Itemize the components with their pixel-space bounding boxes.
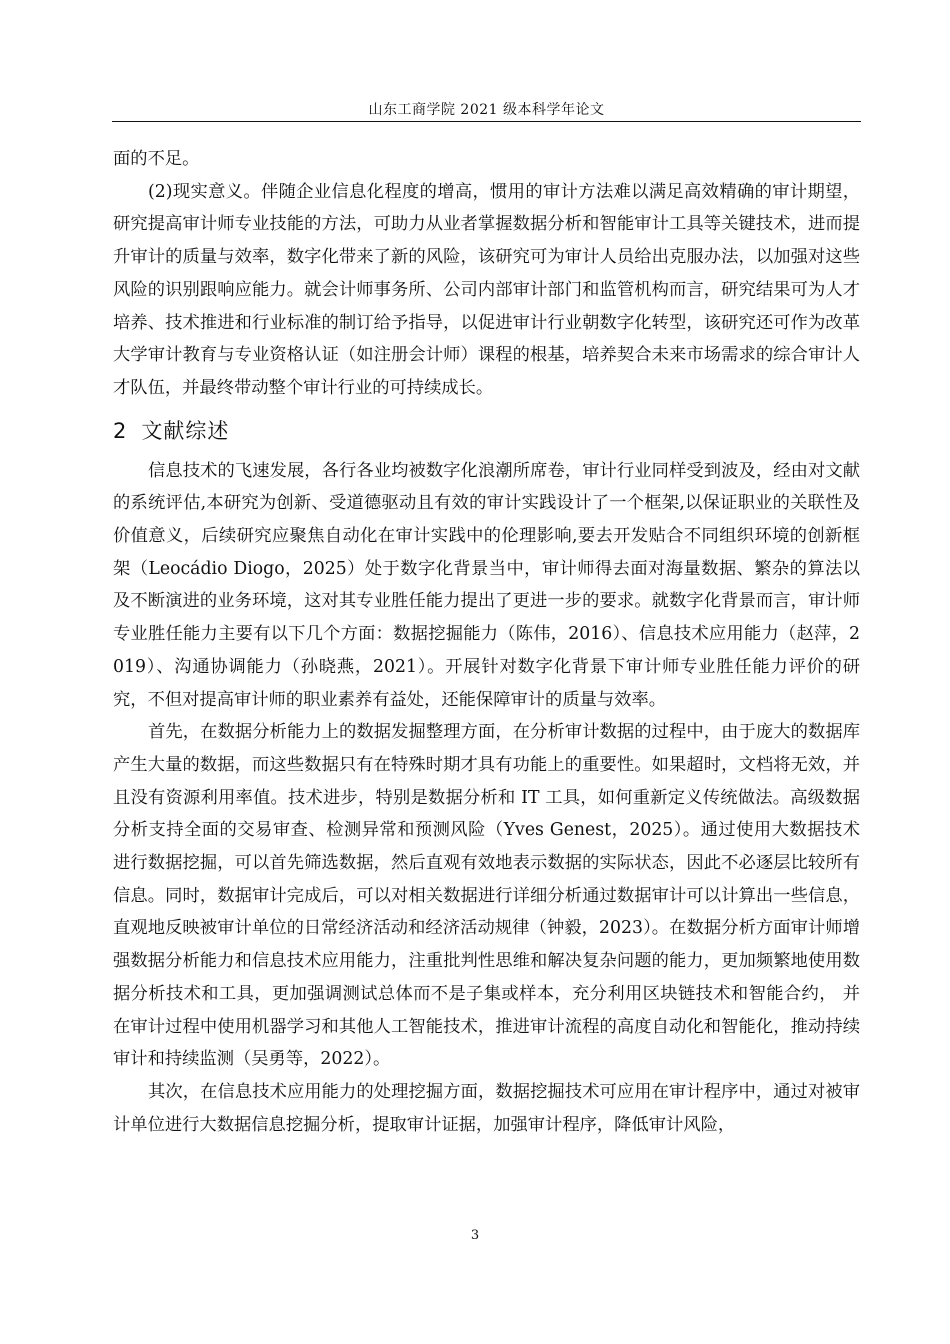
paragraph-group-bottom <box>113 455 860 1142</box>
paragraph: 其次，在信息技术应用能力的处理挖掘方面，数据挖掘技术可应用在审计程序中，通过对被审计单位进行大数据信息挖掘分析，提取审计证据，加强审计程序，降低审计风险， <box>113 1081 860 1135</box>
paragraph-group-top <box>113 143 860 405</box>
section-number: 2 <box>113 418 128 443</box>
section-title: 文献综述 <box>141 418 230 443</box>
document-body <box>113 143 860 1141</box>
paragraph: 首先，在数据分析能力上的数据发掘整理方面，在分析审计数据的过程中，由于庞大的数据库产生大量的数据，而这些数据只有在特殊时期才具有功能上的重要性。如果超时，文档将无效，并且没有资源利用率值。技术进步，特别是数据分析和 IT 工具，如何重新定义传统做法。高级数据分析支持全面的交易审查、检测异常和预测风险（Yves Genest，2025）。通过使用大数据技术进行数据挖掘，可以首先筛选数据，然后直观有效地表示数据的实际状态，因此不必逐层比较所有信息。同时，数据审计完成后，可以对相关数据进行详细分析通过数据审计可以计算出一些信息，直观地反映被审计单位的日常经济活动和经济活动规律（钟毅，2023）。在数据分析方面审计师增强数据分析能力和信息技术应用能力，注重批判性思维和解决复杂问题的能力，更加频繁地使用数据分析技术和工具，更加强调测试总体而不是子集或样本，充分利用区块链技术和智能合约， 并在审计过程中使用机器学习和其他人工智能技术，推进审计流程的高度自动化和智能化，推动持续审计和持续监测（吴勇等，2022）。 <box>113 722 860 1070</box>
header-divider <box>112 121 861 122</box>
page-number: 3 <box>470 1228 480 1243</box>
paragraph: 信息技术的飞速发展，各行各业均被数字化浪潮所席卷，审计行业同样受到波及，经由对文献的系统评估,本研究为创新、受道德驱动且有效的审计实践设计了一个框架,以保证职业的关联性及价值意义，后续研究应聚焦自动化在审计实践中的伦理影响,要去开发贴合不同组织环境的创新框架（Leocádio Diogo，2025）处于数字化背景当中，审计师得去面对海量数据、繁杂的算法以及不断演进的业务环境，这对其专业胜任能力提出了更进一步的要求。就数字化背景而言，审计师专业胜任能力主要有以下几个方面：数据挖掘能力（陈伟，2016）、信息技术应用能力（赵萍，2019）、沟通协调能力（孙晓燕，2021）。开展针对数字化背景下审计师专业胜任能力评价的研究，不但对提高审计师的职业素养有益处，还能保障审计的质量与效率。 <box>113 460 860 710</box>
paragraph: (2)现实意义。伴随企业信息化程度的增高，惯用的审计方法难以满足高效精确的审计期望，研究提高审计师专业技能的方法，可助力从业者掌握数据分析和智能审计工具等关键技术，进而提升审计的质量与效率，数字化带来了新的风险，该研究可为审计人员给出克服办法，以加强对这些风险的识别跟响应能力。就会计师事务所、公司内部审计部门和监管机构而言，研究结果可为人才培养、技术推进和行业标准的制订给予指导，以促进审计行业朝数字化转型，该研究还可作为改革大学审计教育与专业资格认证（如注册会计师）课程的根基，培养契合未来市场需求的综合审计人才队伍，并最终带动整个审计行业的可持续成长。 <box>113 181 860 398</box>
section-heading <box>113 411 860 451</box>
page-header: 山东工商学院 2021 级本科学年论文 <box>368 102 605 118</box>
paragraph: 面的不足。 <box>113 149 200 169</box>
